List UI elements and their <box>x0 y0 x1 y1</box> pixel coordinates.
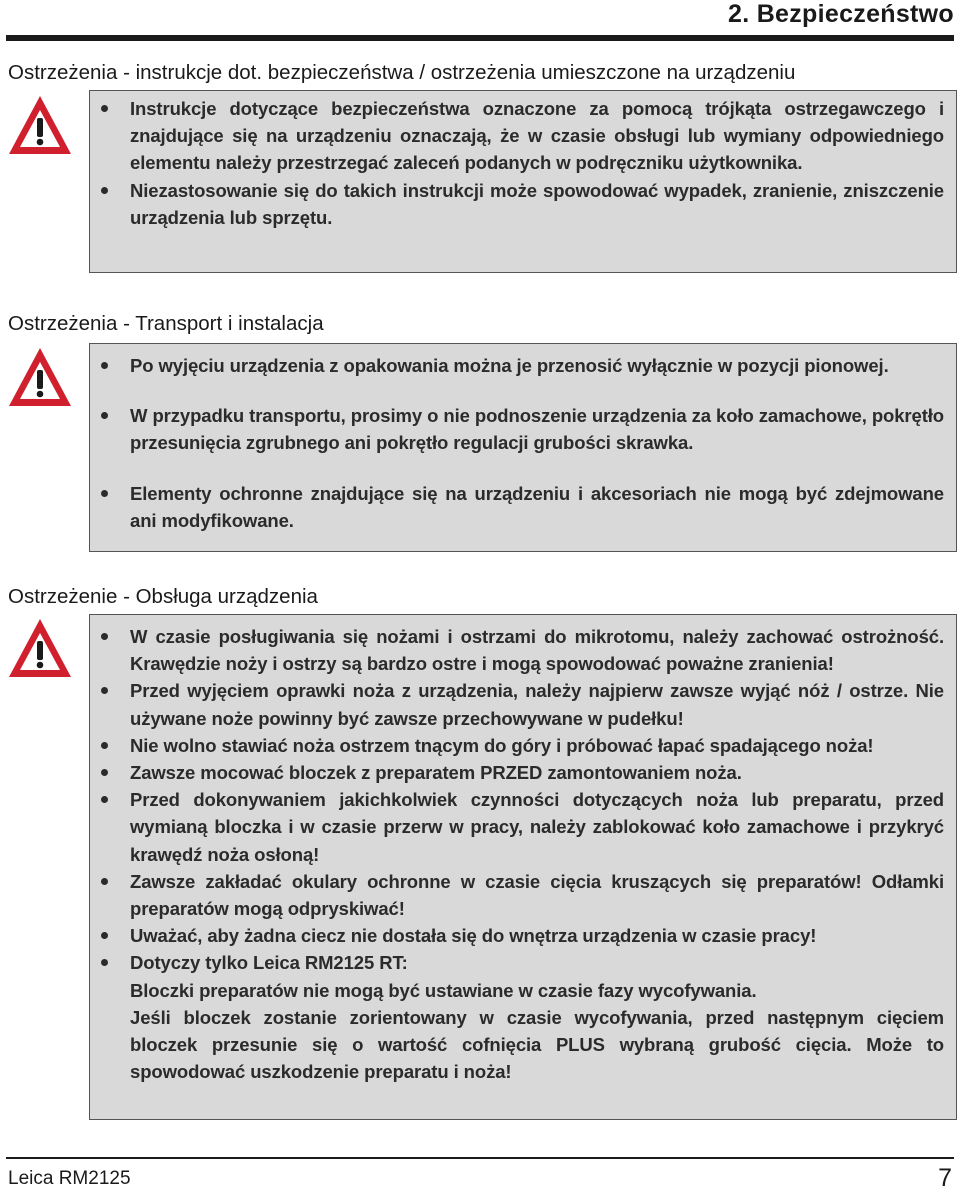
list-item: Przed wyjęciem oprawki noża z urządzenia, należy najpierw zawsze wyjąć nóż / ostrze. Nie używane noże powinny być zawsze przechowywane w pudełku! <box>130 677 944 731</box>
list-item: Instrukcje dotyczące bezpieczeństwa oznaczone za pomocą trójkąta ostrzegawczego i znajdujące się na urządzeniu oznaczają, że w czasie obsługi lub wymiany odpowiedniego elementu należy przestrzegać zaleceń podanych w podręczniku użytkownika. <box>130 95 944 177</box>
rt-note-heading: Dotyczy tylko Leica RM2125 RT: <box>130 952 408 974</box>
list-item: W przypadku transportu, prosimy o nie podnoszenie urządzenia za koło zamachowe, pokrętło przesunięcia zgrubnego ani pokrętło regulacji grubości skrawka. <box>130 402 944 456</box>
list-item: Elementy ochronne znajdujące się na urządzeniu i akcesoriach nie mogą być zdejmowane ani modyfikowane. <box>130 480 944 534</box>
header-divider <box>6 35 954 41</box>
warning-box-safety-labels <box>89 90 957 273</box>
list-item: Niezastosowanie się do takich instrukcji może spowodować wypadek, zranienie, zniszczenie urządzenia lub sprzętu. <box>130 177 944 231</box>
section-title-safety-labels: Ostrzeżenia - instrukcje dot. bezpieczeństwa / ostrzeżenia umieszczone na urządzeniu <box>8 61 796 84</box>
page-number: 7 <box>938 1164 952 1192</box>
list-item: Zawsze mocować bloczek z preparatem PRZED zamontowaniem noża. <box>130 759 944 786</box>
list-item: Nie wolno stawiać noża ostrzem tnącym do góry i próbować łapać spadającego noża! <box>130 732 944 759</box>
footer-product-name: Leica RM2125 <box>8 1168 131 1189</box>
footer-divider <box>6 1157 954 1159</box>
list-item: Uważać, aby żadna ciecz nie dostała się do wnętrza urządzenia w czasie pracy! <box>130 922 944 949</box>
warning-triangle-icon <box>6 345 74 409</box>
list-item: Zawsze zakładać okulary ochronne w czasie cięcia kruszących się preparatów! Odłamki preparatów mogą odpryskiwać! <box>130 868 944 922</box>
rt-note-line: Jeśli bloczek zostanie zorientowany w czasie wycofywania, przed następnym cięciem bloczek przesunie się o wartość cofnięcia PLUS wybraną grubość cięcia. Może to spowodować uszkodzenie preparatu i noża! <box>130 1006 944 1083</box>
list-item: Po wyjęciu urządzenia z opakowania można je przenosić wyłącznie w pozycji pionowej. <box>130 352 944 379</box>
warning-triangle-icon <box>6 93 74 157</box>
page-header-title: 2. Bezpieczeństwo <box>728 0 954 28</box>
warning-box-operation <box>89 614 957 1120</box>
section-title-transport: Ostrzeżenia - Transport i instalacja <box>8 312 324 335</box>
list-item: W czasie posługiwania się nożami i ostrzami do mikrotomu, należy zachować ostrożność. Krawędzie noży i ostrzy są bardzo ostre i mogą spowodować poważne zranienia! <box>130 623 944 677</box>
rt-note-line: Bloczki preparatów nie mogą być ustawiane w czasie fazy wycofywania. <box>130 979 757 1001</box>
warning-box-transport <box>89 343 957 552</box>
section-title-operation: Ostrzeżenie - Obsługa urządzenia <box>8 585 318 608</box>
list-item: Przed dokonywaniem jakichkolwiek czynności dotyczących noża lub preparatu, przed wymianą bloczka i w czasie przerw w pracy, należy zablokować koło zamachowe i przykryć krawędź noża osłoną! <box>130 786 944 868</box>
warning-triangle-icon <box>6 616 74 680</box>
list-item <box>130 949 944 1085</box>
